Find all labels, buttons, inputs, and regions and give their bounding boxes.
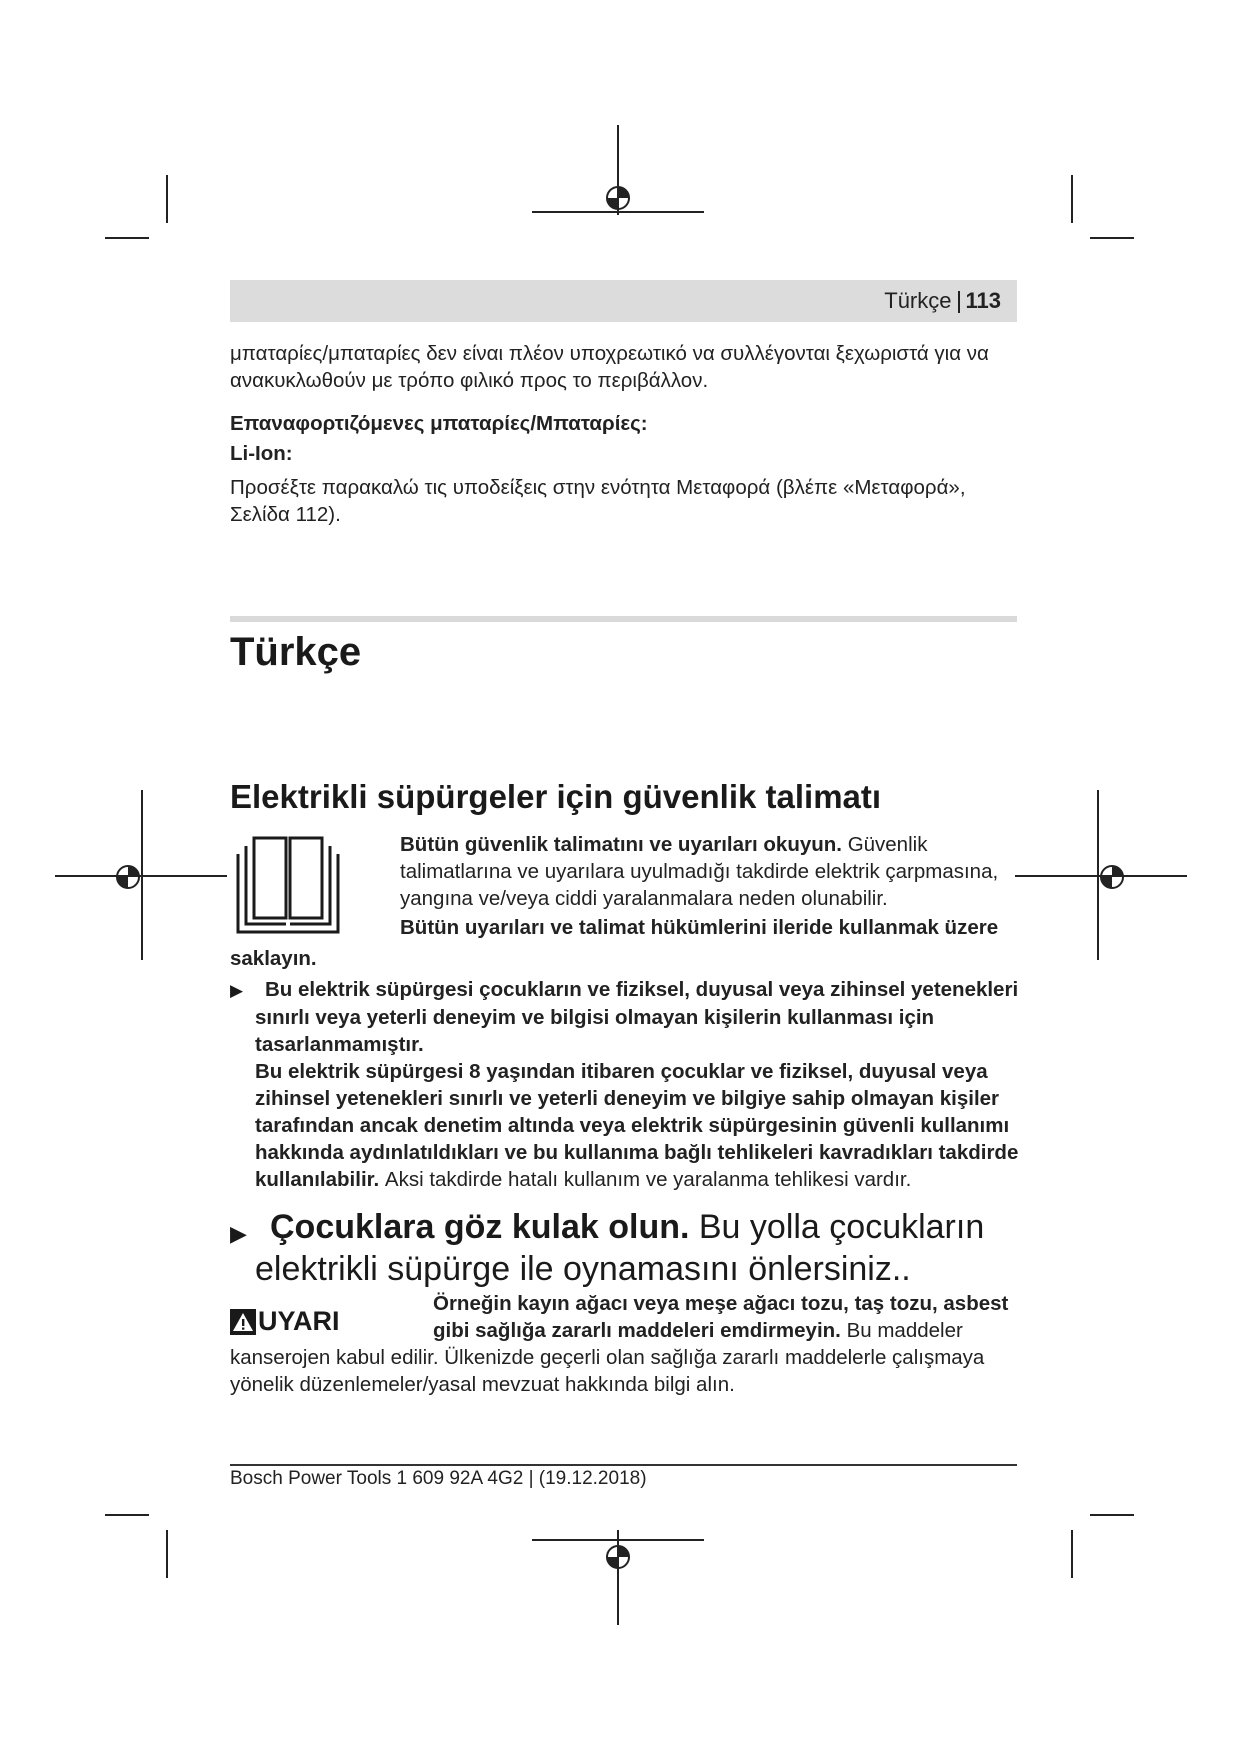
bullet-arrow-icon: ▶ xyxy=(230,981,244,1000)
text-line: zihinsel yetenekleri sınırlı ve yeterli deneyim ve bilgiye sahip olmayan kişiler xyxy=(255,1087,1000,1110)
header-text xyxy=(884,288,1017,314)
emphasis-text: Bütün güvenlik talimatını ve uyarıları okuyun. xyxy=(400,833,842,856)
text-line: Προσέξτε παρακαλώ τις υποδείξεις στην ενότητα Μεταφορά (βλέπε «Μεταφορά», xyxy=(230,476,966,499)
header-separator xyxy=(958,291,960,313)
greek-heading-liion: Li-Ion: xyxy=(230,442,293,465)
warning-label-text: UYARI xyxy=(258,1306,340,1336)
section-divider xyxy=(230,616,1017,622)
emphasis-text: kullanılabilir. xyxy=(255,1168,380,1191)
keep-instructions-line-end: saklayın. xyxy=(230,947,317,970)
keep-instructions-line: Bütün uyarıları ve talimat hükümlerini ileride kullanmak üzere xyxy=(400,916,999,939)
page-header xyxy=(230,280,1017,322)
page-footer: Bosch Power Tools 1 609 92A 4G2 | (19.12.2018) xyxy=(230,1468,647,1489)
text-line: hakkında aydınlatıldıkları ve bu kullanıma bağlı tehlikeleri kavradıkları takdirde xyxy=(255,1141,1019,1164)
safety-heading: Elektrikli süpürgeler için güvenlik talimatı xyxy=(230,778,882,815)
text-line: sınırlı veya yeterli deneyim ve bilgisi olmayan kişilerin kullanması için xyxy=(255,1006,935,1029)
text-line: tarafından ancak denetim altında veya elektrik süpürgesinin güvenli kullanımı xyxy=(255,1114,1010,1137)
text-line xyxy=(255,1166,1025,1193)
greek-heading-rechargeable: Επαναφορτιζόμενες μπαταρίες/Μπαταρίες: xyxy=(230,412,648,435)
text-line: yangına ve/veya ciddi yaralanmalara neden olunabilir. xyxy=(400,887,888,910)
greek-paragraph-2 xyxy=(230,474,1020,528)
emphasis-text: Çocuklara göz kulak olun. xyxy=(270,1208,690,1246)
footer-divider xyxy=(230,1464,1017,1466)
text-line: μπαταρίες/μπαταρίες δεν είναι πλέον υποχρεωτικό να συλλέγονται ξεχωριστά για να xyxy=(230,342,989,365)
text-line xyxy=(400,831,1020,858)
warning-text-bottom xyxy=(230,1344,1020,1398)
text-line: Örneğin kayın ağacı veya meşe ağacı tozu, taş tozu, asbest xyxy=(433,1292,1009,1315)
warning-triangle-icon xyxy=(230,1309,256,1335)
text-line: talimatlarına ve uyarılara uyulmadığı takdirde elektrik çarpmasına, xyxy=(400,860,999,883)
body-text: Bu yolla çocukların xyxy=(698,1208,985,1246)
body-text: Aksi takdirde hatalı kullanım ve yaralanma tehlikesi vardır. xyxy=(384,1168,912,1191)
read-manual-icon xyxy=(230,832,346,936)
bullet-2-line-1 xyxy=(270,1206,1030,1248)
text-line: Σελίδα 112). xyxy=(230,503,341,526)
page-number: 113 xyxy=(965,288,1001,313)
body-text: Bu maddeler xyxy=(846,1319,963,1342)
intro-paragraph xyxy=(400,831,1020,912)
section-title: Türkçe xyxy=(230,630,362,674)
bullet-2-line-2: elektrikli süpürge ile oynamasını önlersiniz.. xyxy=(255,1250,911,1288)
registration-target-icon xyxy=(1097,862,1127,892)
bullet-arrow-icon: ▶ xyxy=(230,1221,247,1246)
body-text: Güvenlik xyxy=(847,833,928,856)
registration-target-icon xyxy=(113,862,143,892)
bullet-1-line-1: Bu elektrik süpürgesi çocukların ve fiziksel, duyusal veya zihinsel yetenekleri xyxy=(265,978,1019,1001)
registration-target-icon xyxy=(603,1542,633,1572)
text-line: yönelik düzenlemeler/yasal mevzuat hakkında bilgi alın. xyxy=(230,1373,735,1396)
greek-paragraph-1 xyxy=(230,340,1020,394)
text-line: Bu elektrik süpürgesi 8 yaşından itibaren çocuklar ve fiziksel, duyusal veya xyxy=(255,1060,988,1083)
text-line: ανακυκλωθούν με τρόπο φιλικό προς το περιβάλλον. xyxy=(230,369,709,392)
text-line: tasarlanmamıştır. xyxy=(255,1033,424,1056)
warning-label xyxy=(230,1306,340,1337)
text-line: kanserojen kabul edilir. Ülkenizde geçerli olan sağlığa zararlı maddelerle çalışmaya xyxy=(230,1346,985,1369)
warning-text-top xyxy=(433,1290,1023,1344)
registration-target-icon xyxy=(603,183,633,213)
text-line xyxy=(433,1317,1023,1344)
bullet-1-body xyxy=(255,1004,1025,1193)
header-section: Türkçe xyxy=(884,288,952,313)
emphasis-text: gibi sağlığa zararlı maddeleri emdirmeyin. xyxy=(433,1319,841,1342)
